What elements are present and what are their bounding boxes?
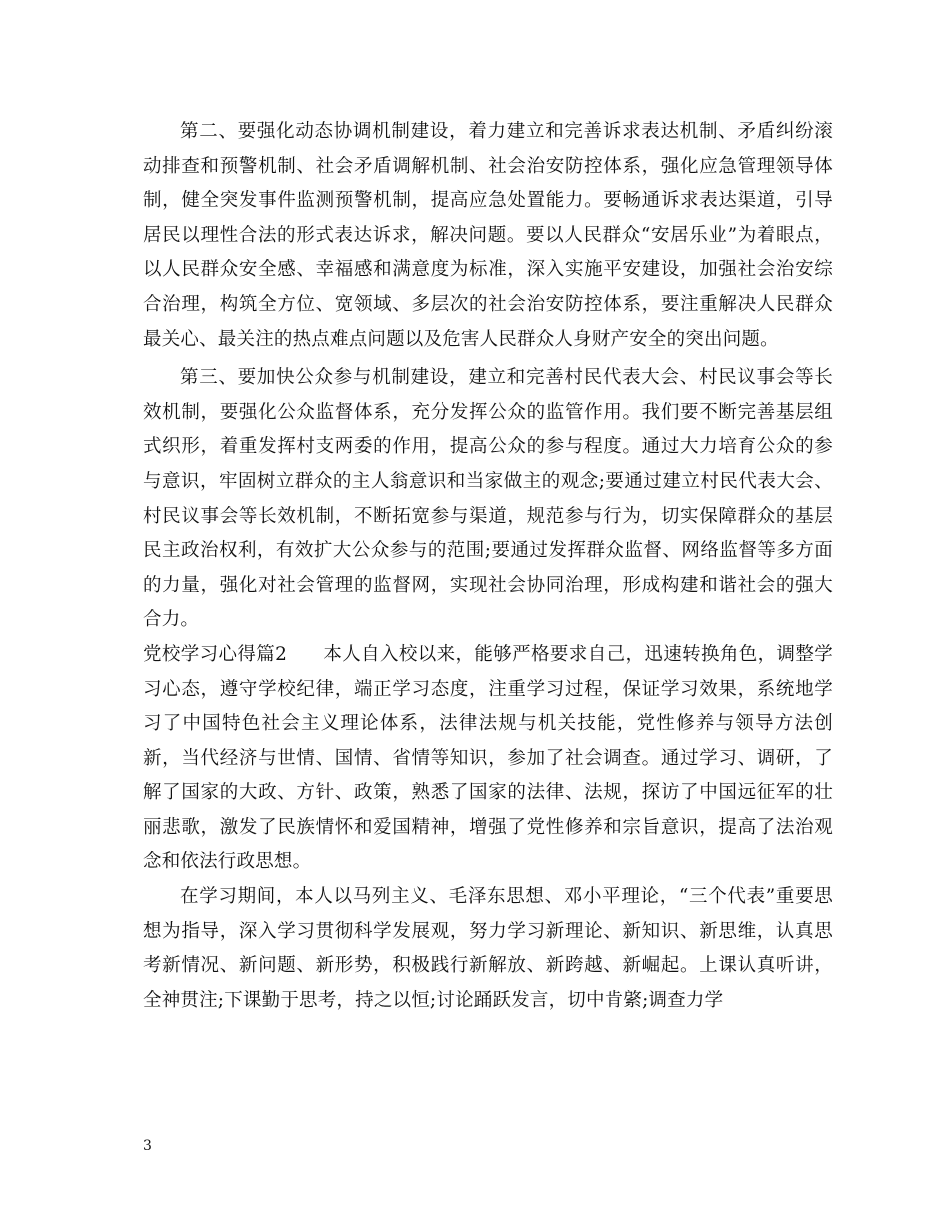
document-body	[143, 115, 833, 1018]
section-paragraph	[143, 638, 833, 880]
paragraph-second-point: 第二、要强化动态协调机制建设，着力建立和完善诉求表达机制、矛盾纠纷滚动排查和预警机制、社会矛盾调解机制、社会治安防控体系，强化应急管理领导体制，健全突发事件监测预警机制，提高应急处置能力。要畅通诉求表达渠道，引导居民以理性合法的形式表达诉求，解决问题。要以人民群众“安居乐业”为着眼点，以人民群众安全感、幸福感和满意度为标准，深入实施平安建设，加强社会治安综合治理，构筑全方位、宽领域、多层次的社会治安防控体系，要注重解决人民群众最关心、最关注的热点难点问题以及危害人民群众人身财产安全的突出问题。	[143, 121, 833, 350]
paragraph-study-period: 在学习期间，本人以马列主义、毛泽东思想、邓小平理论，“三个代表”重要思想为指导，深入学习贯彻科学发展观，努力学习新理论、新知识、新思维，认真思考新情况、新问题、新形势，积极践行新解放、新跨越、新崛起。上课认真听讲，全神贯注;下课勤于思考，持之以恒;讨论踊跃发言，切中肯綮;调查力学	[143, 886, 833, 1011]
page-number: 3	[143, 1138, 152, 1154]
paragraph-third-point: 第三、要加快公众参与机制建设，建立和完善村民代表大会、村民议事会等长效机制，要强化公众监督体系，充分发挥公众的监管作用。我们要不断完善基层组式织形，着重发挥村支两委的作用，提高公众的参与程度。通过大力培育公众的参与意识，牢固树立群众的主人翁意识和当家做主的观念;要通过建立村民代表大会、村民议事会等长效机制，不断拓宽参与渠道，规范参与行为，切实保障群众的基层民主政治权利，有效扩大公众参与的范围;要通过发挥群众监督、网络监督等多方面的力量，强化对社会管理的监督网，实现社会协同治理，形成构建和谐社会的强大合力。	[143, 367, 833, 631]
section-paragraph-text: 本人自入校以来，能够严格要求自己，迅速转换角色，调整学习心态，遵守学校纪律，端正学习态度，注重学习过程，保证学习效果，系统地学习了中国特色社会主义理论体系，法律法规与机关技能，党性修养与领导方法创新，当代经济与世情、国情、省情等知识，参加了社会调查。通过学习、调研，了解了国家的大政、方针、政策，熟悉了国家的法律、法规，探访了中国远征军的壮丽悲歌，激发了民族情怀和爱国精神，增强了党性修养和宗旨意识，提高了法治观念和依法行政思想。	[143, 643, 833, 873]
section-heading: 党校学习心得篇2	[143, 643, 288, 665]
